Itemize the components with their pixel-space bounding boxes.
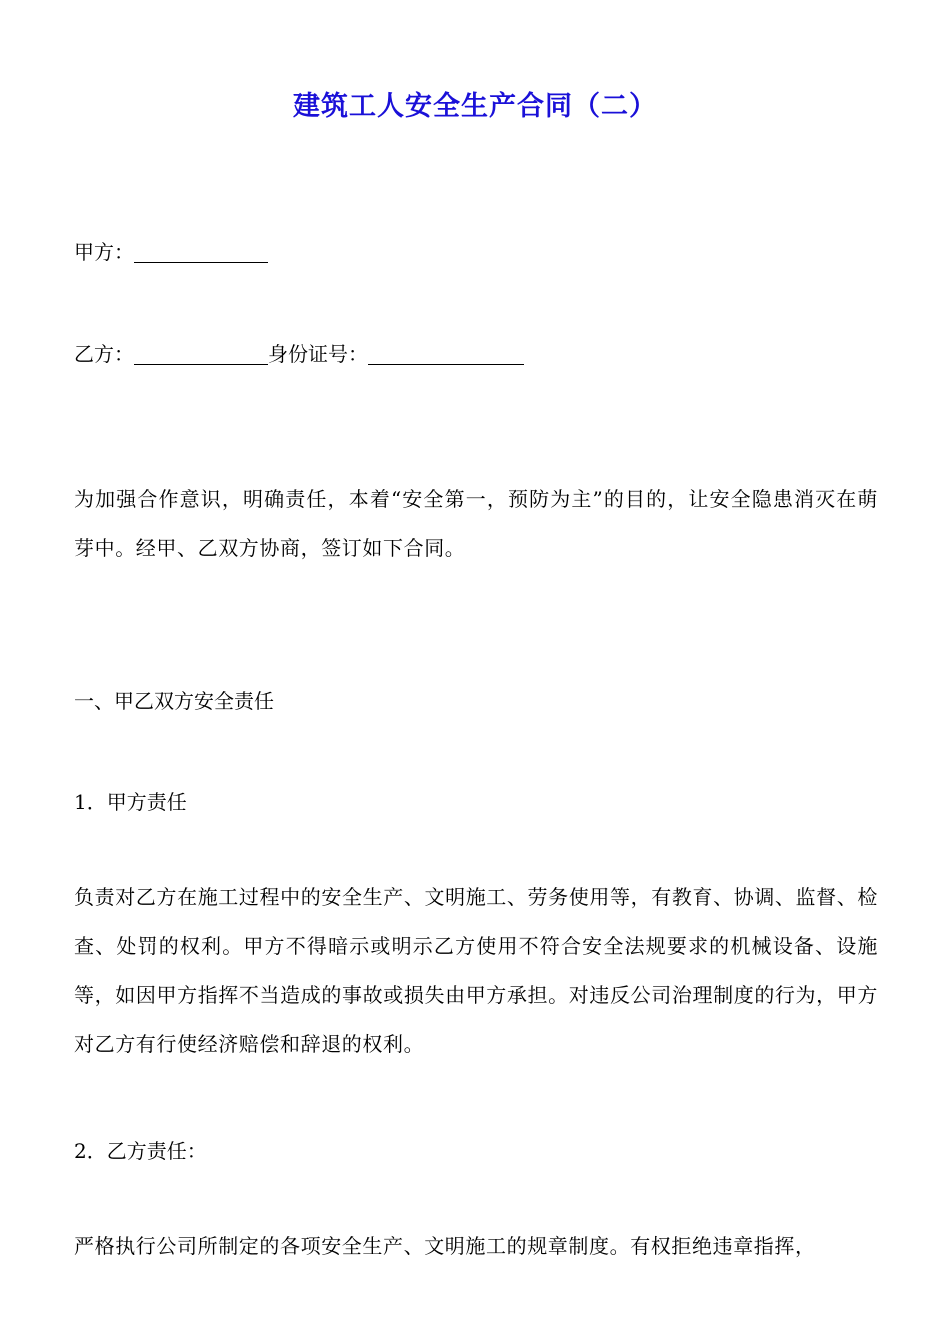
party-b-blank[interactable]	[134, 344, 268, 365]
document-title: 建筑工人安全生产合同（二）	[293, 91, 657, 122]
id-number-label: 身份证号：	[268, 342, 368, 366]
party-b-line	[74, 338, 524, 367]
section-1-heading: 一、甲乙双方安全责任	[74, 689, 274, 713]
id-number-blank[interactable]	[368, 344, 524, 365]
item-1-heading: 1．甲方责任	[74, 790, 187, 814]
party-b-label: 乙方：	[74, 342, 134, 366]
party-a-blank[interactable]	[134, 242, 268, 263]
item-1-body: 负责对乙方在施工过程中的安全生产、文明施工、劳务使用等，有教育、协调、监督、检查、处罚的权利。甲方不得暗示或明示乙方使用不符合安全法规要求的机械设备、设施等，如因甲方指挥不当造成的事故或损失由甲方承担。对违反公司治理制度的行为，甲方对乙方有行使经济赔偿和辞退的权利。	[74, 885, 878, 1056]
item-2-body: 严格执行公司所制定的各项安全生产、文明施工的规章制度。有权拒绝违章指挥，	[74, 1234, 816, 1258]
intro-paragraph: 为加强合作意识，明确责任，本着“安全第一，预防为主”的目的，让安全隐患消灭在萌芽中。经甲、乙双方协商，签订如下合同。	[74, 487, 878, 560]
party-a-line	[74, 236, 268, 265]
item-2-heading: 2．乙方责任：	[74, 1139, 207, 1163]
party-a-label: 甲方：	[74, 240, 134, 264]
